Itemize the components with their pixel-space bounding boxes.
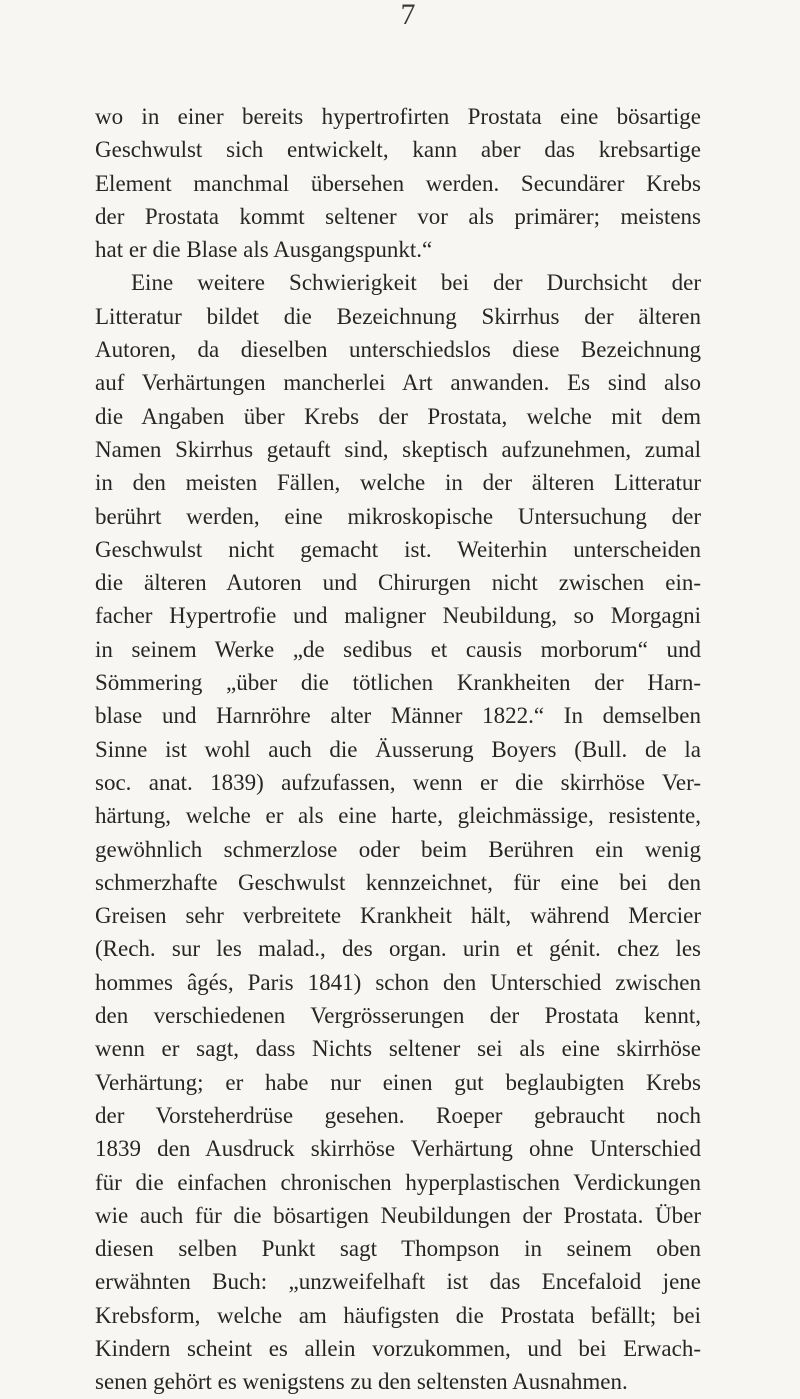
text-line: Sinne ist wohl auch die Äusserung Boyers (Bull. de la [95,736,701,762]
text-line: für die einfachen chronischen hyperplastischen Verdickungen [95,1169,701,1195]
page-number: 7 [400,0,416,31]
text-line: in seinem Werke „de sedibus et causis morborum“ und [95,636,701,662]
text-line: Geschwulst nicht gemacht ist. Weiterhin unterscheiden [95,536,701,562]
text-line: die älteren Autoren und Chirurgen nicht zwischen ein- [95,570,701,596]
text-line: schmerzhafte Geschwulst kennzeichnet, für eine bei den [95,869,701,895]
body-text [95,100,701,1399]
text-line: Verhärtung; er habe nur einen gut beglaubigten Krebs [95,1069,701,1095]
text-line: soc. anat. 1839) aufzufassen, wenn er die skirrhöse Ver- [95,769,701,795]
text-line: blase und Harnröhre alter Männer 1822.“ In demselben [95,703,701,729]
text-line: facher Hypertrofie und maligner Neubildung, so Morgagni [95,603,701,629]
text-line: der Prostata kommt seltener vor als primärer; meistens [95,203,701,229]
text-line: Sömmering „über die tötlichen Krankheiten der Harn- [95,670,701,696]
text-line: Element manchmal übersehen werden. Secundärer Krebs [95,170,701,196]
text-line: gewöhnlich schmerzlose oder beim Berühren ein wenig [95,836,701,862]
text-line: hommes âgés, Paris 1841) schon den Unterschied zwischen [95,969,701,995]
text-line: den verschiedenen Vergrösserungen der Prostata kennt, [95,1003,701,1029]
text-line: 1839 den Ausdruck skirrhöse Verhärtung ohne Unterschied [95,1136,701,1162]
text-line: wie auch für die bösartigen Neubildungen der Prostata. Über [95,1202,701,1228]
text-line: Greisen sehr verbreitete Krankheit hält, während Mercier [95,903,701,929]
text-line: hat er die Blase als Ausgangspunkt.“ [95,237,433,263]
text-line: in den meisten Fällen, welche in der älteren Litteratur [95,470,701,496]
text-line: der Vorsteherdrüse gesehen. Roeper gebraucht noch [95,1102,701,1128]
text-line: Eine weitere Schwierigkeit bei der Durchsicht der [131,270,701,296]
text-line: härtung, welche er als eine harte, gleichmässige, resistente, [95,803,701,829]
text-line: Litteratur bildet die Bezeichnung Skirrhus der älteren [95,303,701,329]
text-line: erwähnten Buch: „unzweifelhaft ist das Encefaloid jene [95,1269,701,1295]
text-line: senen gehört es wenigstens zu den seltensten Ausnahmen. [95,1369,628,1395]
text-line: diesen selben Punkt sagt Thompson in seinem oben [95,1236,701,1262]
text-line: die Angaben über Krebs der Prostata, welche mit dem [95,403,701,429]
text-line: (Rech. sur les malad., des organ. urin et génit. chez les [95,936,701,962]
text-line: berührt werden, eine mikroskopische Untersuchung der [95,503,701,529]
text-line: Kindern scheint es allein vorzukommen, und bei Erwach- [95,1335,701,1361]
text-line: auf Verhärtungen mancherlei Art anwanden. Es sind also [95,370,701,396]
text-line: Krebsform, welche am häufigsten die Prostata befällt; bei [95,1302,701,1328]
text-line: Autoren, da dieselben unterschiedslos diese Bezeichnung [95,337,701,363]
text-line: Geschwulst sich entwickelt, kann aber das krebsartige [95,137,701,163]
text-line: Namen Skirrhus getauft sind, skeptisch aufzunehmen, zumal [95,436,701,462]
text-line: wo in einer bereits hypertrofirten Prostata eine bösartige [95,104,701,129]
text-line: wenn er sagt, dass Nichts seltener sei als eine skirrhöse [95,1036,701,1062]
